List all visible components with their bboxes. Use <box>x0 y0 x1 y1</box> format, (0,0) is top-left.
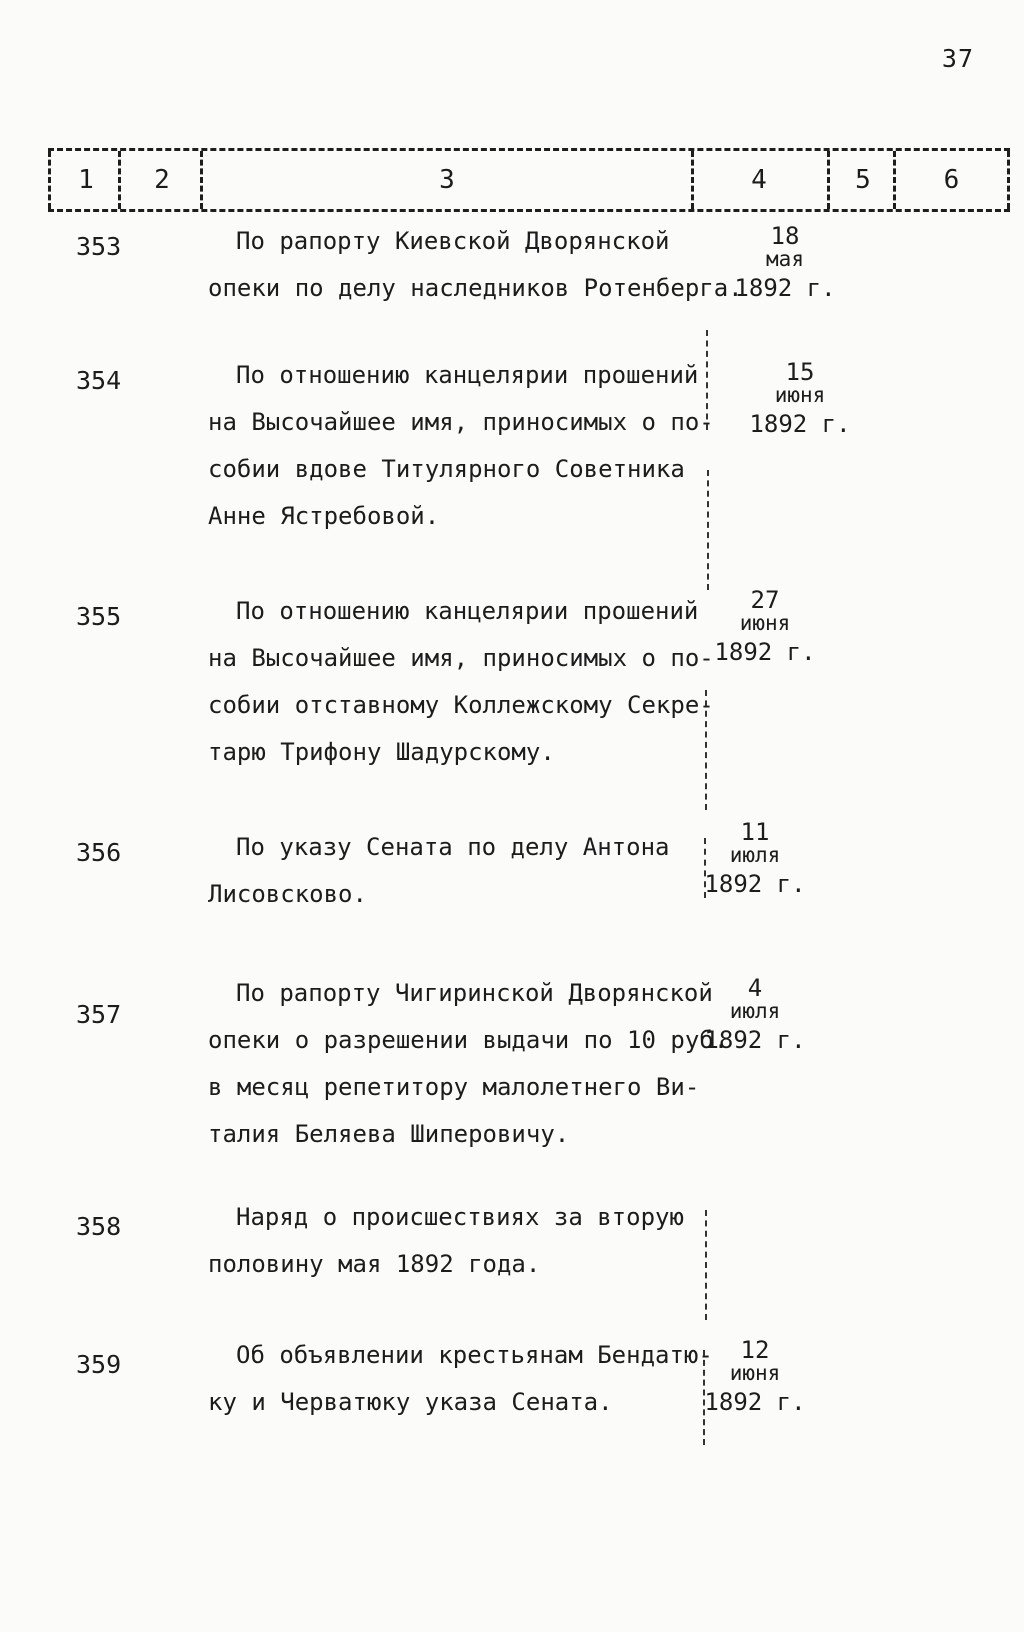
date-year: 1892 г. <box>704 1388 806 1416</box>
entry-text <box>208 218 743 312</box>
entry-line: По рапорту Чигиринской Дворянской <box>236 979 713 1007</box>
entry-line: По отношению канцелярии прошений <box>236 597 699 625</box>
entry-line: в месяц репетитору малолетнего Ви- <box>208 1073 700 1101</box>
entry-text <box>208 1332 718 1426</box>
table-header <box>48 148 1010 212</box>
page-number: 37 <box>941 44 974 73</box>
entry-text <box>208 1194 718 1288</box>
entry-line: Анне Ястребовой. <box>208 502 440 530</box>
entry-line: По рапорту Киевской Дворянской <box>236 227 670 255</box>
entry-date <box>690 976 820 1052</box>
entry-date <box>720 224 850 300</box>
entry-line: опеки о разрешении выдачи по 10 руб. <box>208 1026 729 1054</box>
entry-line: Лисовсково. <box>208 880 367 908</box>
entry-number: 357 <box>76 1000 122 1029</box>
date-year: 1892 г. <box>704 1026 806 1054</box>
date-month: июля <box>729 999 781 1023</box>
header-col-4: 4 <box>751 165 767 195</box>
entry-line: на Высочайшее имя, приносимых о по- <box>208 408 714 436</box>
column-divider-trace <box>707 470 709 590</box>
header-col-3: 3 <box>200 151 694 209</box>
entry-line: половину мая 1892 года. <box>208 1250 541 1278</box>
entry-text <box>208 824 718 918</box>
column-divider-trace <box>706 330 708 430</box>
entry-line: собии отставному Коллежскому Секре- <box>208 691 714 719</box>
entry-date <box>690 1338 820 1414</box>
column-divider-trace <box>704 838 706 898</box>
date-month: июля <box>729 843 781 867</box>
entry-line: ку и Черватюку указа Сената. <box>208 1388 613 1416</box>
entry-line: По указу Сената по делу Антона <box>236 833 670 861</box>
date-month: июня <box>774 383 826 407</box>
date-day: 27 <box>750 586 780 614</box>
entry-number: 353 <box>76 232 122 261</box>
entry-line: собии вдове Титулярного Советника <box>208 455 685 483</box>
column-divider-trace <box>705 690 707 810</box>
date-day: 11 <box>740 818 770 846</box>
header-col-6: 6 <box>893 151 1010 209</box>
date-month: мая <box>766 247 804 271</box>
entry-line: опеки по делу наследников Ротенберга. <box>208 274 743 302</box>
entry-date <box>690 820 820 896</box>
entry-number: 355 <box>76 602 122 631</box>
date-year: 1892 г. <box>704 870 806 898</box>
header-col-2: 2 <box>118 151 203 209</box>
entry-text <box>208 352 718 540</box>
date-month: июня <box>739 611 791 635</box>
entry-line: По отношению канцелярии прошений <box>236 361 699 389</box>
entry-line: Об объявлении крестьянам Бендатю- <box>236 1341 713 1369</box>
date-day: 18 <box>770 222 800 250</box>
entry-date <box>735 360 865 436</box>
entry-date <box>700 588 830 664</box>
date-day: 15 <box>785 358 815 386</box>
entry-number: 354 <box>76 366 122 395</box>
entry-line: на Высочайшее имя, приносимых о по- <box>208 644 714 672</box>
date-year: 1892 г. <box>734 274 836 302</box>
date-month: июня <box>729 1361 781 1385</box>
entry-number: 356 <box>76 838 122 867</box>
entry-number: 359 <box>76 1350 122 1379</box>
date-year: 1892 г. <box>749 410 851 438</box>
date-day: 12 <box>740 1336 770 1364</box>
entry-number: 358 <box>76 1212 122 1241</box>
entry-line: Наряд о происшествиях за вторую <box>236 1203 684 1231</box>
header-col-5: 5 <box>827 151 896 209</box>
entry-text <box>208 588 718 776</box>
entry-text <box>208 970 729 1158</box>
header-col-1: 1 <box>48 151 121 209</box>
entry-line: талия Беляева Шиперовичу. <box>208 1120 570 1148</box>
date-day: 4 <box>747 974 763 1002</box>
column-divider-trace <box>705 1210 707 1320</box>
date-year: 1892 г. <box>714 638 816 666</box>
column-divider-trace <box>703 1350 705 1445</box>
entry-line: тарю Трифону Шадурскому. <box>208 738 555 766</box>
